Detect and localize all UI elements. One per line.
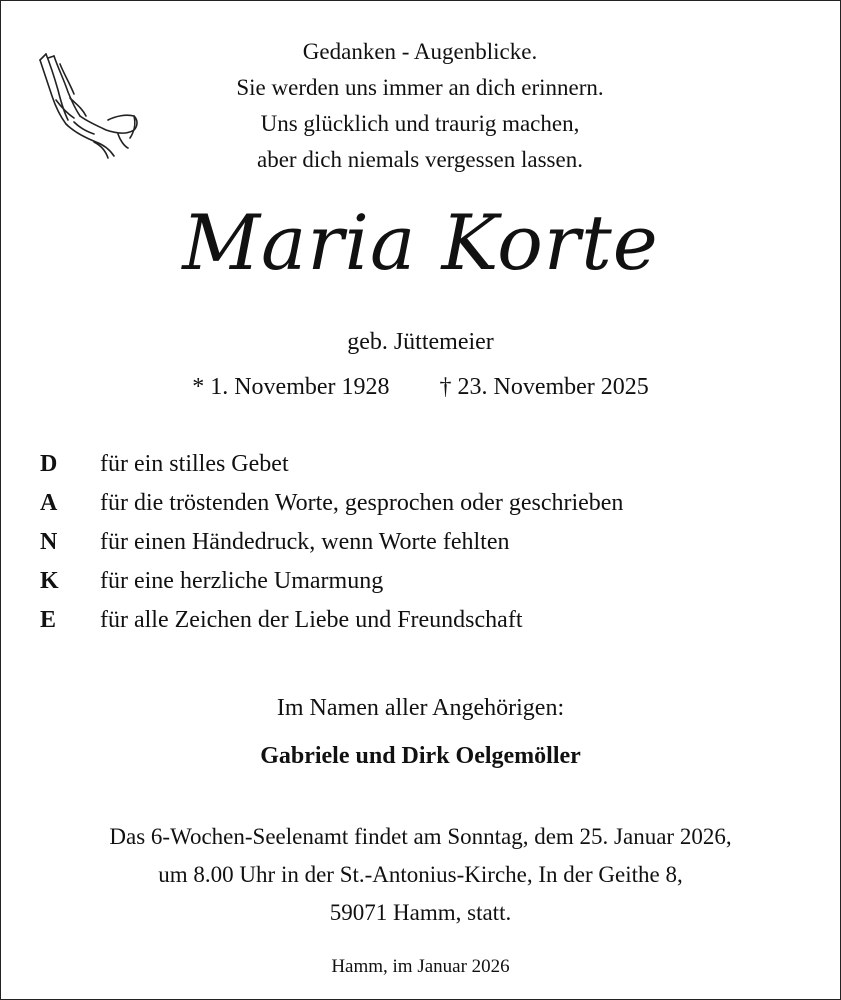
memorial-poem xyxy=(150,34,690,178)
poem-line: aber dich niemals vergessen lassen. xyxy=(257,147,583,172)
acrostic-letter: D xyxy=(40,451,58,477)
poem-line: Sie werden uns immer an dich erinnern. xyxy=(236,75,604,100)
deceased-name: Maria Korte xyxy=(182,198,659,287)
family-intro: Im Namen aller Angehörigen: xyxy=(276,695,565,721)
birth-name: geb. Jüttemeier xyxy=(347,329,494,355)
service-line: um 8.00 Uhr in der St.-Antonius-Kirche, In der Geithe 8, xyxy=(158,862,683,887)
acrostic-letter: N xyxy=(40,529,58,555)
birth-date: * 1. November 1928 xyxy=(192,374,390,400)
acrostic-letter: E xyxy=(40,607,57,633)
acrostic-letter: A xyxy=(40,490,58,516)
praying-hands-icon xyxy=(34,50,142,160)
service-line: Das 6-Wochen-Seelenamt findet am Sonntag, dem 25. Januar 2026, xyxy=(109,824,732,849)
list-item-text: für eine herzliche Umarmung xyxy=(100,568,384,594)
list-item-text: für die tröstenden Worte, gesprochen oder geschrieben xyxy=(100,490,624,516)
service-line: 59071 Hamm, statt. xyxy=(329,900,512,925)
acrostic-letter: K xyxy=(40,568,59,594)
death-date: † 23. November 2025 xyxy=(439,374,649,400)
list-item xyxy=(40,601,830,640)
service-announcement xyxy=(0,818,841,932)
list-item xyxy=(40,445,830,484)
life-dates xyxy=(0,367,841,407)
poem-line: Gedanken - Augenblicke. xyxy=(302,39,538,64)
list-item xyxy=(40,484,830,523)
list-item xyxy=(40,562,830,601)
place-and-date: Hamm, im Januar 2026 xyxy=(331,956,510,977)
poem-line: Uns glücklich und traurig machen, xyxy=(260,111,580,136)
list-item xyxy=(40,523,830,562)
list-item-text: für alle Zeichen der Liebe und Freundschaft xyxy=(100,607,523,633)
family-signers: Gabriele und Dirk Oelgemöller xyxy=(260,743,581,769)
danke-list xyxy=(40,445,830,640)
list-item-text: für ein stilles Gebet xyxy=(100,451,289,477)
list-item-text: für einen Händedruck, wenn Worte fehlten xyxy=(100,529,510,555)
